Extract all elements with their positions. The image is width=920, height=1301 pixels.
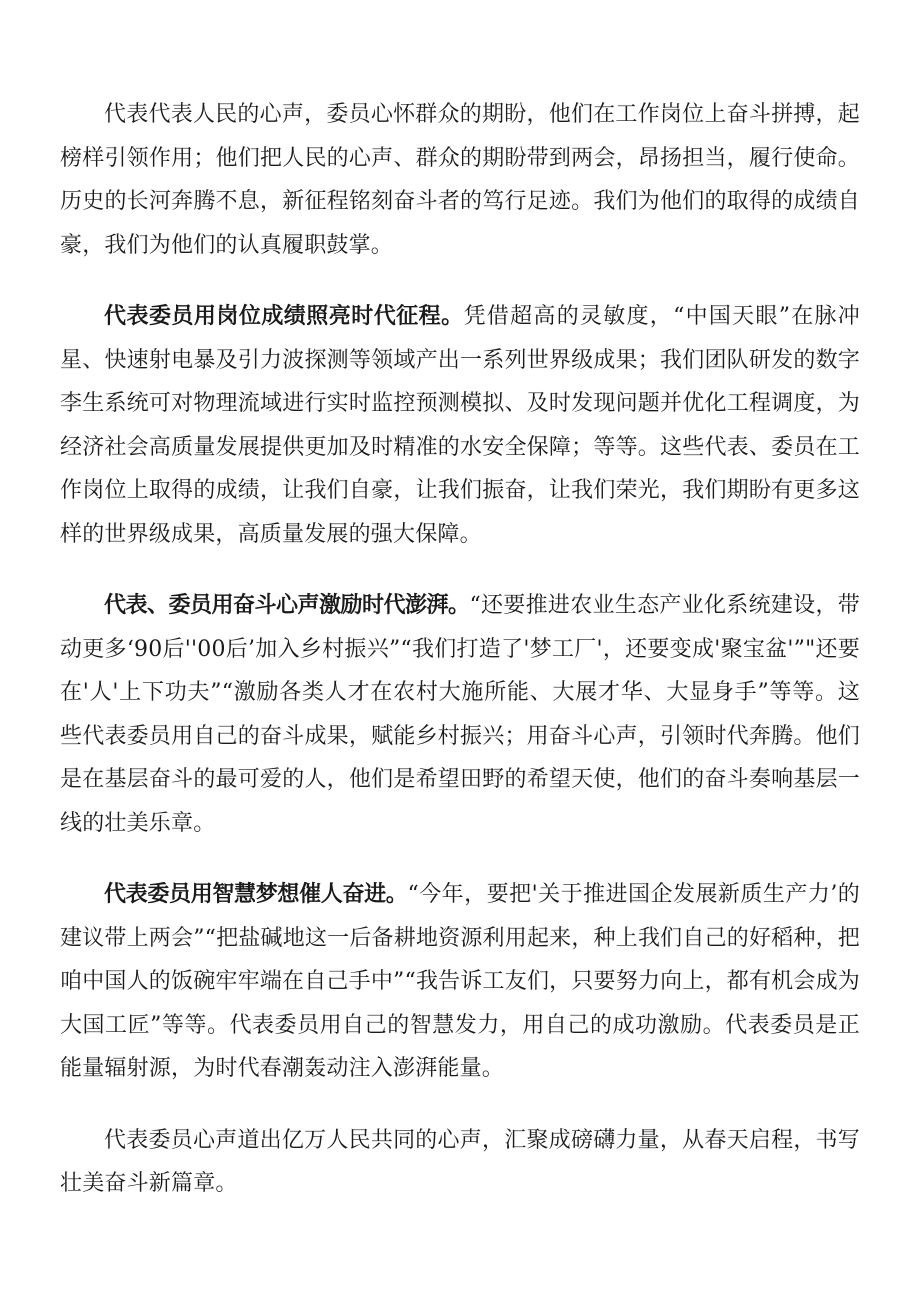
paragraph-intro	[60, 93, 860, 267]
paragraph-body: 代表委员心声道出亿万人民共同的心声，汇聚成磅礴力量，从春天启程，书写壮美奋斗新篇章。	[60, 1127, 860, 1196]
paragraph-section-2	[60, 584, 860, 845]
paragraph-body: “今年，要把'关于推进国企发展新质生产力’的建议带上两会”“把盐碱地这一后备耕地资源利用起来，种上我们自己的好稻种，把咱中国人的饭碗牢牢端在自己手中”“我告诉工友们，只要努力向上，都有机会成为大国工匠”等等。代表委员用自己的智慧发力，用自己的成功激励。代表委员是正能量辐射源，为时代春潮轰动注入澎湃能量。	[60, 882, 860, 1081]
document-page	[60, 93, 860, 1206]
paragraph-section-1	[60, 295, 860, 556]
section-heading: 代表委员用岗位成绩照亮时代征程。	[104, 304, 464, 329]
paragraph-conclusion	[60, 1119, 860, 1206]
paragraph-body: “还要推进农业生态产业化系统建设，带动更多‘90后''00后’加入乡村振兴”“我们打造了'梦工厂'，还要变成'聚宝盆'”"还要在'人'上下功夫”“激励各类人才在农村大施所能、大展才华、大显身手”等等。这些代表委员用自己的奋斗成果，赋能乡村振兴；用奋斗心声，引领时代奔腾。他们是在基层奋斗的最可爱的人，他们是希望田野的希望天使，他们的奋斗奏响基层一线的壮美乐章。	[60, 593, 860, 836]
paragraph-body: 凭借超高的灵敏度，“中国天眼”在脉冲星、快速射电暴及引力波探测等领域产出一系列世界级成果；我们团队研发的数字李生系统可对物理流域进行实时监控预测模拟、及时发现问题并优化工程调度，为经济社会高质量发展提供更加及时精准的水安全保障；等等。这些代表、委员在工作岗位上取得的成绩，让我们自豪，让我们振奋，让我们荣光，我们期盼有更多这样的世界级成果，高质量发展的强大保障。	[60, 304, 860, 547]
paragraph-body: 代表代表人民的心声，委员心怀群众的期盼，他们在工作岗位上奋斗拼搏，起榜样引领作用；他们把人民的心声、群众的期盼带到两会，昂扬担当，履行使命。历史的长河奔腾不息，新征程铭刻奋斗者的笃行足迹。我们为他们的取得的成绩自豪，我们为他们的认真履职鼓掌。	[60, 102, 860, 258]
paragraph-section-3	[60, 873, 860, 1091]
section-heading: 代表、委员用奋斗心声激励时代澎湃。	[104, 593, 470, 618]
section-heading: 代表委员用智慧梦想催人奋进。	[104, 882, 408, 907]
